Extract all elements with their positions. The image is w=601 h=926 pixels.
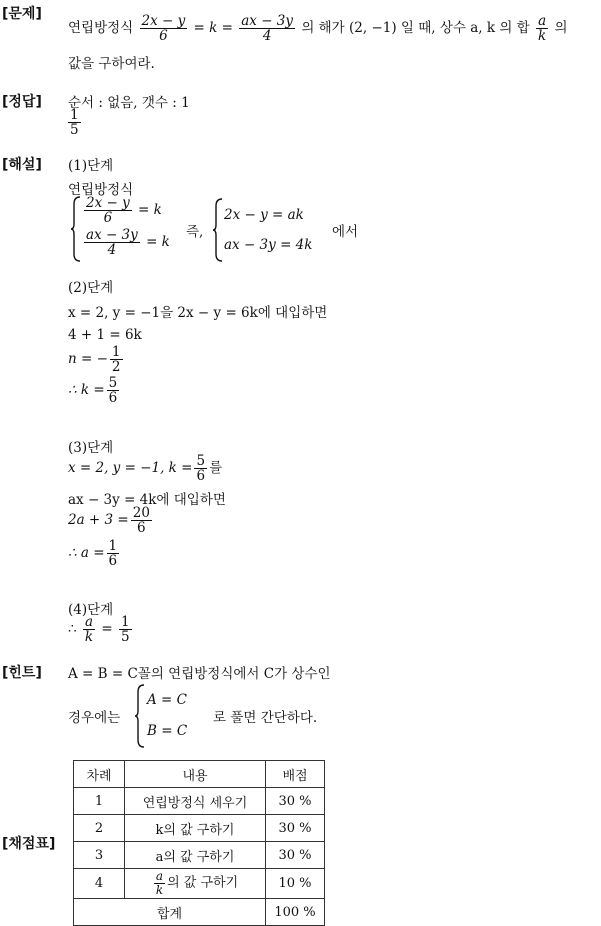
problem-frac1: $\frac{2x - y}{6}$ [141,13,186,45]
step3-title: (3)단계 [68,440,114,456]
table-cell: 100 % [266,899,325,926]
step3-line1: x = 2, y = −1, k = $\frac{5}{6}$ 를 [68,453,223,485]
answer-fraction: $\frac{1}{5}$ [70,107,79,139]
table-cell: 30 % [266,788,325,815]
step2-line1: x = 2, y = −1을 2x − y = 6k에 대입하면 [68,305,328,321]
table-cell: 3 [74,842,125,869]
problem-eq-mid: = k = [193,20,233,37]
table-cell: $\frac{a}{k}$ 의 값 구하기 [125,869,266,899]
left-brace-icon [70,196,82,262]
step1-mid: 즉, [186,224,204,240]
problem-frac2: $\frac{ax - 3y}{4}$ [241,13,294,45]
table-header: 배점 [266,761,325,788]
hint-line2-post: 로 풀면 간단하다. [213,710,318,726]
system1-eq2: $\frac{ax - 3y}{4}$ = k [86,227,170,259]
hint-line1: A = B = C꼴의 연립방정식에서 C가 상수인 [68,666,331,682]
problem-statement [68,14,568,43]
left-brace-icon [134,684,146,748]
step2-line4: ∴ k = $\frac{5}{6}$ [68,375,118,407]
problem-label: [문제] [2,6,42,22]
step2-line2: 4 + 1 = 6k [68,327,142,343]
rubric-table [73,760,325,926]
table-cell: 1 [74,788,125,815]
solution-label: [해설] [2,157,42,173]
step3-line2: ax − 3y = 4k에 대입하면 [68,492,226,508]
step4-title: (4)단계 [68,602,114,618]
table-cell: 10 % [266,869,325,899]
step1-title: (1)단계 [68,158,114,174]
hint-label: [힌트] [2,665,42,681]
system2-eq1: 2x − y = ak [224,207,304,223]
system2-eq2: ax − 3y = 4k [224,237,313,253]
table-header: 차례 [74,761,125,788]
problem-middle: 의 해가 (2, −1) 일 때, 상수 a, k 의 합 [301,20,530,37]
table-row [74,842,325,869]
table-cell: 30 % [266,842,325,869]
table-cell: 합계 [74,899,266,926]
table-cell: 2 [74,815,125,842]
hint-sys-eq2: B = C [147,723,188,739]
table-header: 내용 [125,761,266,788]
problem-prefix: 연립방정식 [68,20,134,37]
hint-sys-eq1: A = C [147,692,187,708]
problem-frac3: $\frac{a}{k}$ [538,13,547,45]
left-brace-icon [212,198,224,262]
table-cell: a의 값 구하기 [125,842,266,869]
step2-line3: n = − $\frac{1}{2}$ [68,344,121,376]
table-row [74,788,325,815]
table-cell: 연립방정식 세우기 [125,788,266,815]
table-row [74,869,325,899]
answer-label: [정답] [2,94,42,110]
table-total-row [74,899,325,926]
step3-line3: 2a + 3 = $\frac{20}{6}$ [68,505,150,537]
table-row [74,815,325,842]
table-header-row [74,761,325,788]
hint-line2-pre: 경우에는 [68,710,121,726]
step4-line: ∴ $\frac{a}{k}$ = $\frac{1}{5}$ [68,614,130,646]
rubric-label: [채점표] [2,836,56,852]
problem-line2: 값을 구하여라. [68,56,155,72]
table-cell: 30 % [266,815,325,842]
step2-title: (2)단계 [68,280,114,296]
step1-text: 연립방정식 [68,182,134,198]
system1-eq1: $\frac{2x - y}{6}$ = k [86,195,162,227]
answer-line: 순서 : 없음, 갯수 : 1 [68,95,190,111]
problem-suffix: 의 [554,20,568,37]
table-cell: k의 값 구하기 [125,815,266,842]
step3-line4: ∴ a = $\frac{1}{6}$ [68,538,118,570]
table-cell: 4 [74,869,125,899]
step1-end: 에서 [332,224,359,240]
